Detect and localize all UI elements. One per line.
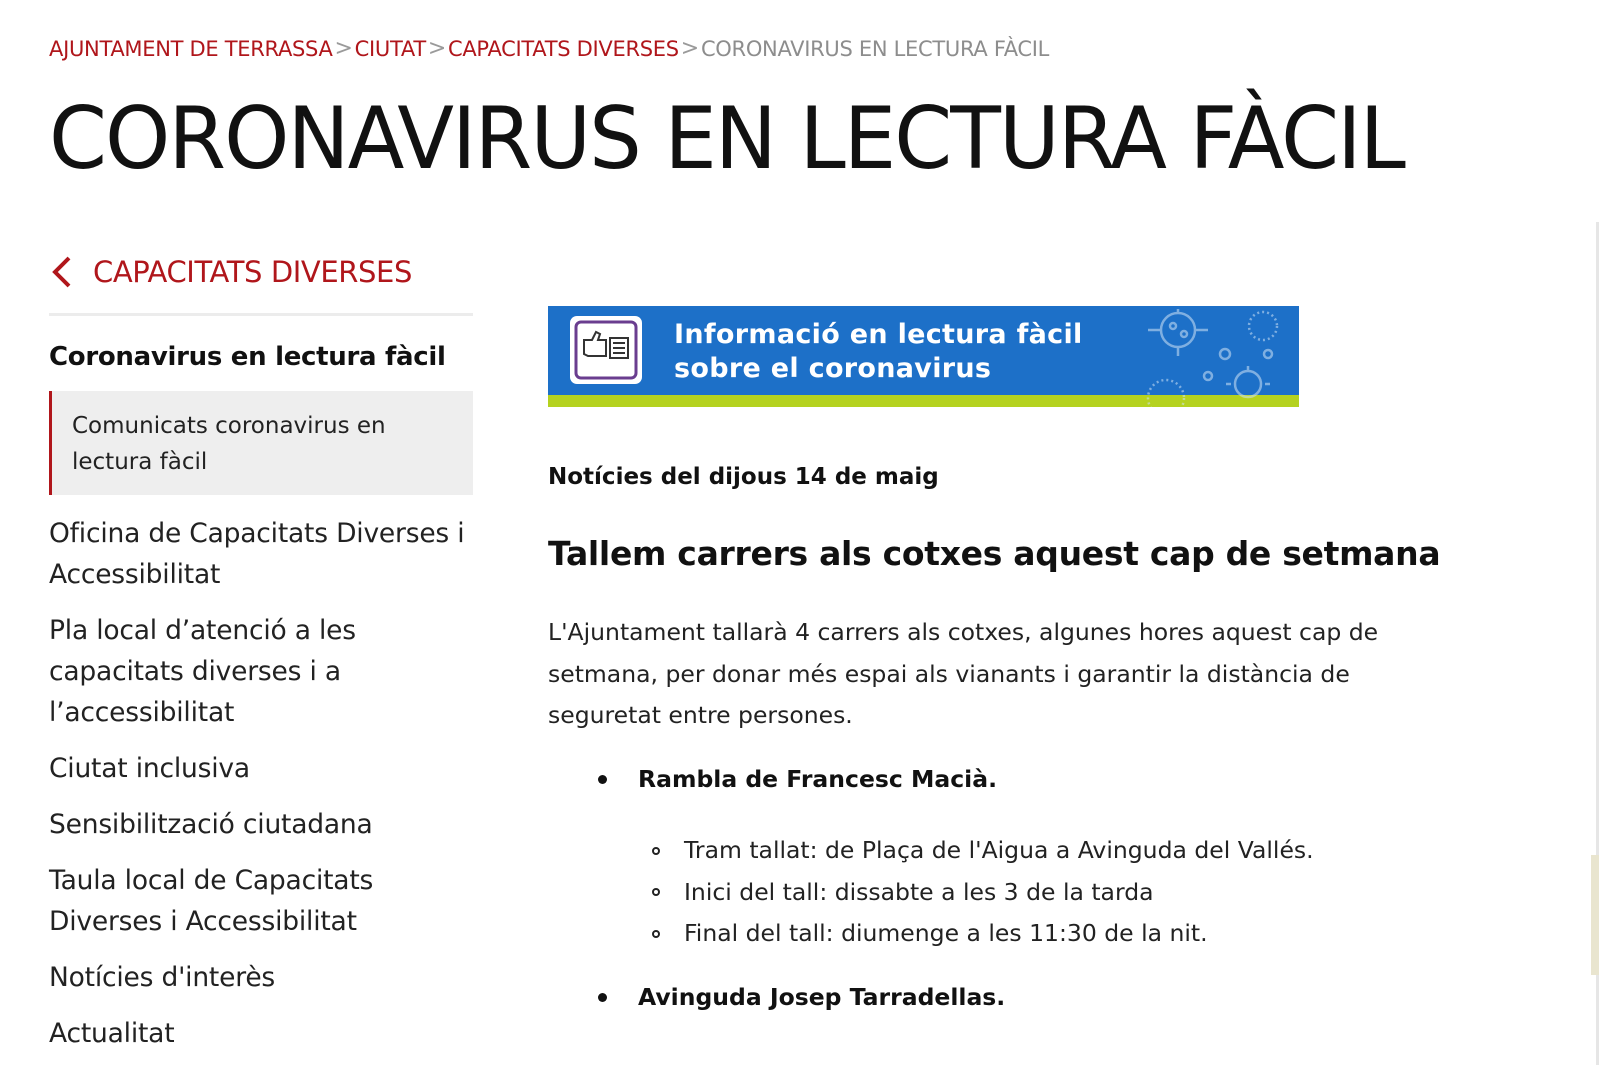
sidebar-item-ciutat-inclusiva[interactable]: Ciutat inclusiva (49, 753, 250, 784)
sidebar-item-pla-local[interactable]: Pla local d’atenció a les capacitats diverses i a l’accessibilitat (49, 615, 356, 728)
list-item (652, 913, 1314, 955)
sidebar-current-section[interactable]: Coronavirus en lectura fàcil (49, 342, 446, 372)
breadcrumb (49, 36, 1049, 61)
sidebar-divider (49, 313, 473, 316)
sidebar-back-link[interactable] (49, 252, 412, 292)
bullet-ring (652, 888, 660, 896)
list-item (598, 765, 997, 793)
bullet-ring (652, 847, 660, 855)
sub-list (652, 830, 1314, 955)
list-item (652, 872, 1314, 914)
banner-line-1: Informació en lectura fàcil (674, 319, 1083, 350)
sidebar-item-sensibilitzacio[interactable]: Sensibilització ciutadana (49, 809, 373, 840)
sub-list-text: Tram tallat: de Plaça de l'Aigua a Avinguda del Vallés. (684, 836, 1314, 864)
news-title: Tallem carrers als cotxes aquest cap de setmana (548, 534, 1441, 573)
sidebar-item-actualitat[interactable]: Actualitat (49, 1018, 175, 1049)
sidebar-nav (49, 513, 479, 1069)
list-item (652, 830, 1314, 872)
breadcrumb-item-ciutat[interactable]: CIUTAT (354, 36, 426, 61)
banner-text (674, 318, 1083, 386)
breadcrumb-separator: > (427, 36, 446, 61)
sub-list-text: Final del tall: diumenge a les 11:30 de la nit. (684, 919, 1208, 947)
bullet-ring (652, 930, 660, 938)
bullet-title: Avinguda Josep Tarradellas. (638, 983, 1006, 1011)
page-title: CORONAVIRUS EN LECTURA FÀCIL (49, 89, 1404, 189)
news-body: L'Ajuntament tallarà 4 carrers als cotxes, algunes hores aquest cap de setmana, per donar més espai als vianants i garantir la distància de seguretat entre persones. (548, 618, 1379, 729)
easy-read-icon (570, 316, 642, 384)
breadcrumb-separator: > (334, 36, 353, 61)
sub-list-text: Inici del tall: dissabte a les 3 de la tarda (684, 877, 1154, 906)
easy-read-banner (548, 306, 1299, 407)
sidebar-item-taula-local[interactable]: Taula local de Capacitats Diverses i Accessibilitat (49, 865, 374, 937)
sidebar-item-noticies[interactable]: Notícies d'interès (49, 962, 276, 993)
chevron-left-icon (49, 252, 75, 292)
banner-line-2: sobre el coronavirus (674, 353, 992, 384)
sidebar-item-comunicats[interactable]: Comunicats coronavirus en lectura fàcil (49, 391, 473, 495)
bullet-dot (598, 775, 607, 784)
breadcrumb-item-ajuntament[interactable]: AJUNTAMENT DE TERRASSA (49, 36, 333, 61)
sidebar-item-oficina[interactable]: Oficina de Capacitats Diverses i Accessibilitat (49, 518, 465, 590)
breadcrumb-item-capacitats[interactable]: CAPACITATS DIVERSES (448, 36, 679, 61)
page-edge-tab[interactable] (1591, 855, 1599, 975)
list-item (598, 983, 1005, 1011)
breadcrumb-separator: > (680, 36, 699, 61)
sidebar-back-label: CAPACITATS DIVERSES (93, 255, 412, 289)
news-date: Notícies del dijous 14 de maig (548, 464, 939, 490)
breadcrumb-current: CORONAVIRUS EN LECTURA FÀCIL (700, 36, 1050, 61)
bullet-title: Rambla de Francesc Macià. (638, 765, 998, 793)
bullet-dot (598, 993, 607, 1002)
